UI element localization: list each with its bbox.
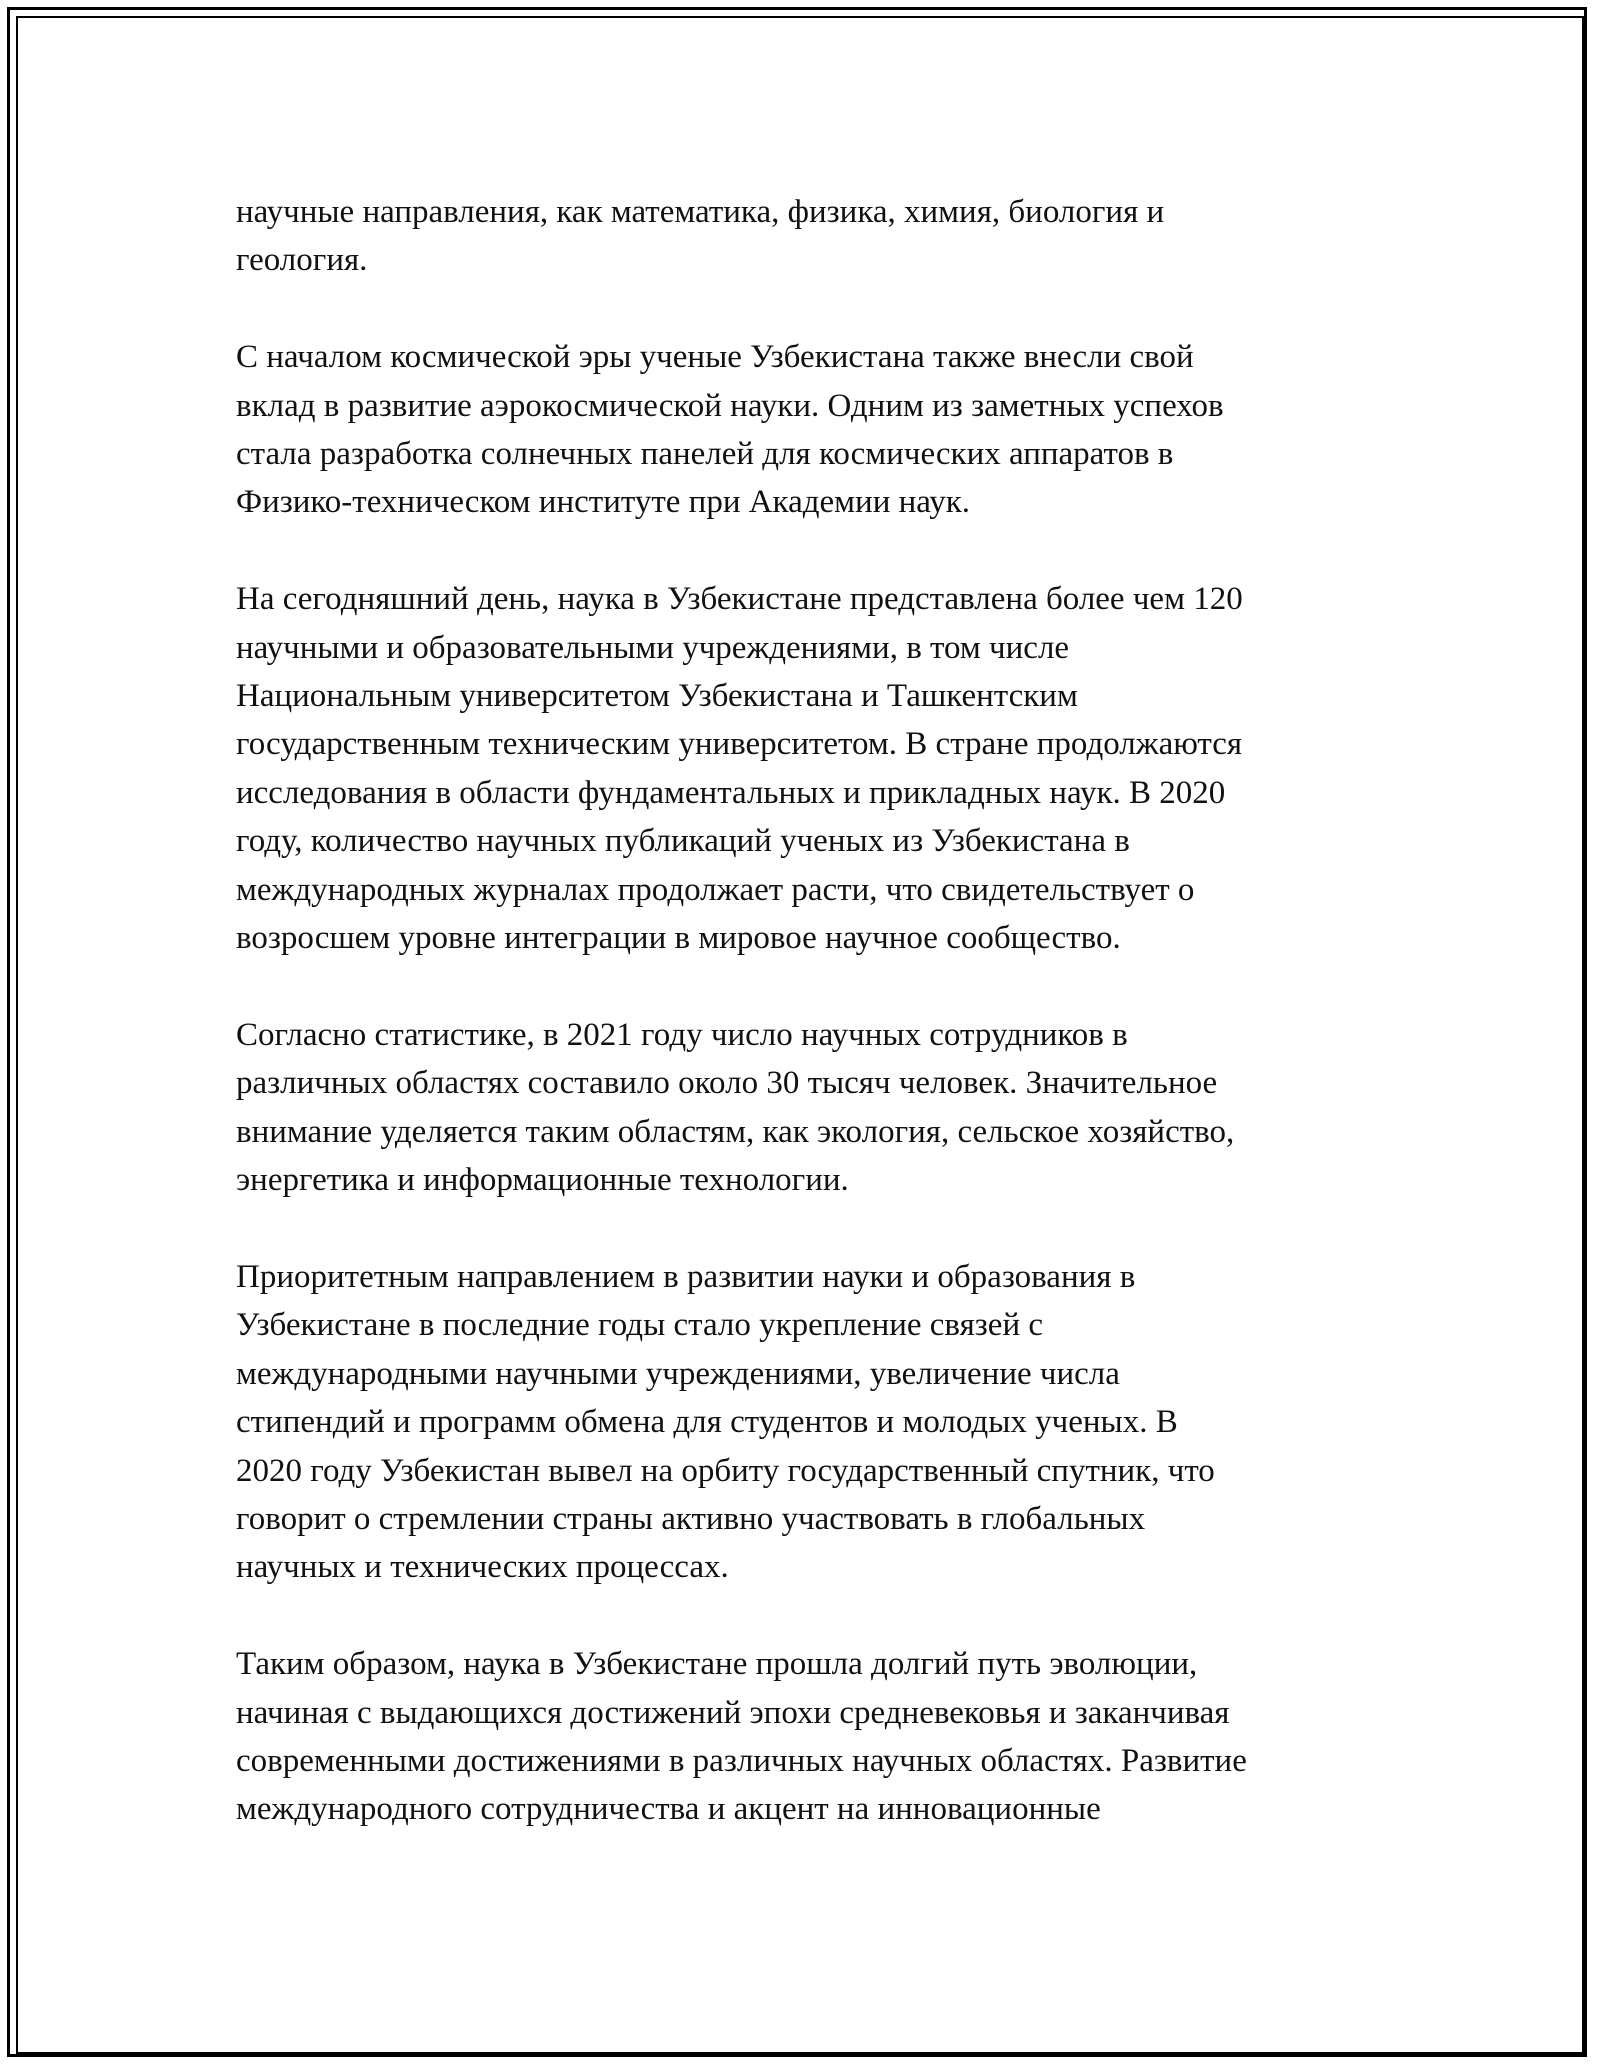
paragraph-1: научные направления, как математика, физика, химия, биология и геология. — [236, 194, 1165, 279]
paragraph-4: Согласно статистике, в 2021 году число научных сотрудников в различных областях составило около 30 тысяч человек. Значительное внимание уделяется таким областям, как экология, сельское хозяйство, энергетика и информационные технологии. — [236, 1016, 1235, 1199]
paragraph-5: Приоритетным направлением в развитии науки и образования в Узбекистане в последние годы стало укрепление связей с международными научными учреждениями, увеличение числа стипендий и программ обмена для студентов и молодых ученых. В 2020 году Узбекистан вывел на орбиту государственный спутник, что говорит о стремлении страны активно участвовать в глобальных научных и технических процессах. — [236, 1258, 1215, 1586]
document-body — [236, 188, 1376, 1834]
paragraph-3: На сегодняшний день, наука в Узбекистане представлена более чем 120 научными и образовательными учреждениями, в том числе Национальным университетом Узбекистана и Ташкентским государственным техническим университетом. В стране продолжаются исследования в области фундаментальных и прикладных наук. В 2020 году, количество научных публикаций ученых из Узбекистана в международных журналах продолжает расти, что свидетельствует о возросшем уровне интеграции в мировое научное сообщество. — [236, 581, 1243, 957]
paragraph-2: С началом космической эры ученые Узбекистана также внесли свой вклад в развитие аэрокосмической науки. Одним из заметных успехов стала разработка солнечных панелей для космических аппаратов в Физико-техническом институте при Академии наук. — [236, 339, 1224, 521]
paragraph-6: Таким образом, наука в Узбекистане прошла долгий путь эволюции, начиная с выдающихся достижений эпохи средневековья и заканчивая современными достижениями в различных научных областях. Развитие международного сотрудничества и акцент на инновационные — [236, 1646, 1247, 1828]
